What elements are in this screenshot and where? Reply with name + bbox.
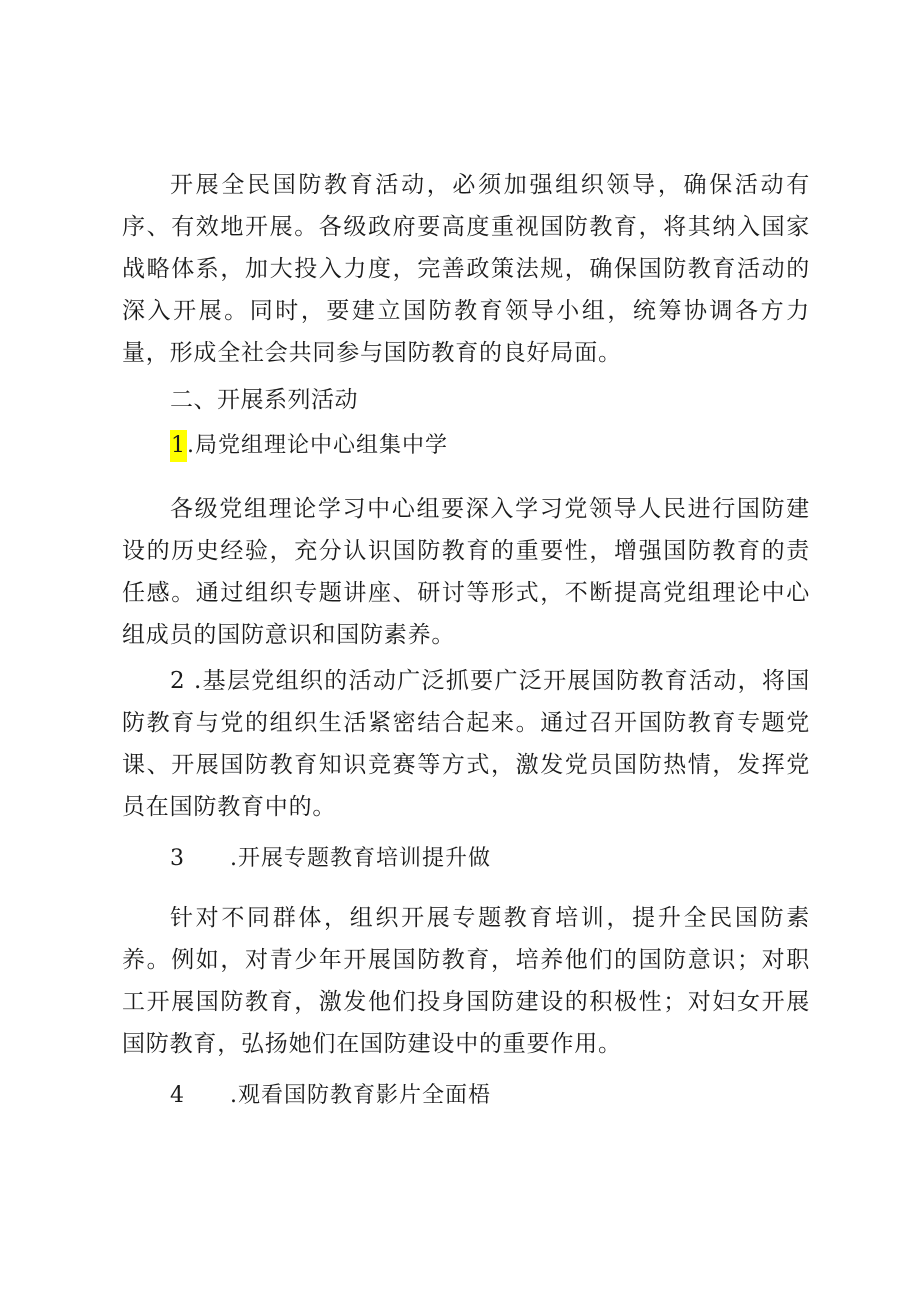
item-3-number: 3 [170, 846, 185, 871]
paragraph-special-training: 针对不同群体，组织开展专题教育培训，提升全民国防素养。例如，对青少年开展国防教育，培养他们的国防意识；对职工开展国防教育，激发他们投身国防建设的积极性；对妇女开展国防教育，弘扬她们在国防建设中的重要作用。 [122, 905, 810, 1057]
item-1-heading [170, 430, 448, 462]
paragraph-grassroots-activities: 2 .基层党组织的活动广泛抓要广泛开展国防教育活动，将国防教育与党的组织生活紧密结合起来。通过召开国防教育专题党课、开展国防教育知识竞赛等方式，激发党员国防热情，发挥党员在国防教育中的。 [122, 668, 810, 820]
section-heading: 二、开展系列活动 [170, 387, 358, 413]
paragraph-organization-leadership: 开展全民国防教育活动，必须加强组织领导，确保活动有序、有效地开展。各级政府要高度重视国防教育，将其纳入国家战略体系，加大投入力度，完善政策法规，确保国防教育活动的深入开展。同时，要建立国防教育领导小组，统筹协调各方力量，形成全社会共同参与国防教育的良好局面。 [122, 172, 810, 366]
item-1-title: .局党组理论中心组集中学 [187, 433, 448, 458]
item-3-title: .开展专题教育培训提升做 [230, 846, 491, 871]
paragraph-party-study: 各级党组理论学习中心组要深入学习党领导人民进行国防建设的历史经验，充分认识国防教育的重要性，增强国防教育的责任感。通过组织专题讲座、研讨等形式，不断提高党组理论中心组成员的国防意识和国防素养。 [122, 496, 810, 648]
item-4-heading [170, 1080, 491, 1112]
item-4-title: .观看国防教育影片全面梧 [230, 1083, 491, 1108]
item-4-number: 4 [170, 1083, 185, 1108]
item-1-number: 1 [170, 430, 187, 462]
item-3-heading [170, 843, 491, 875]
